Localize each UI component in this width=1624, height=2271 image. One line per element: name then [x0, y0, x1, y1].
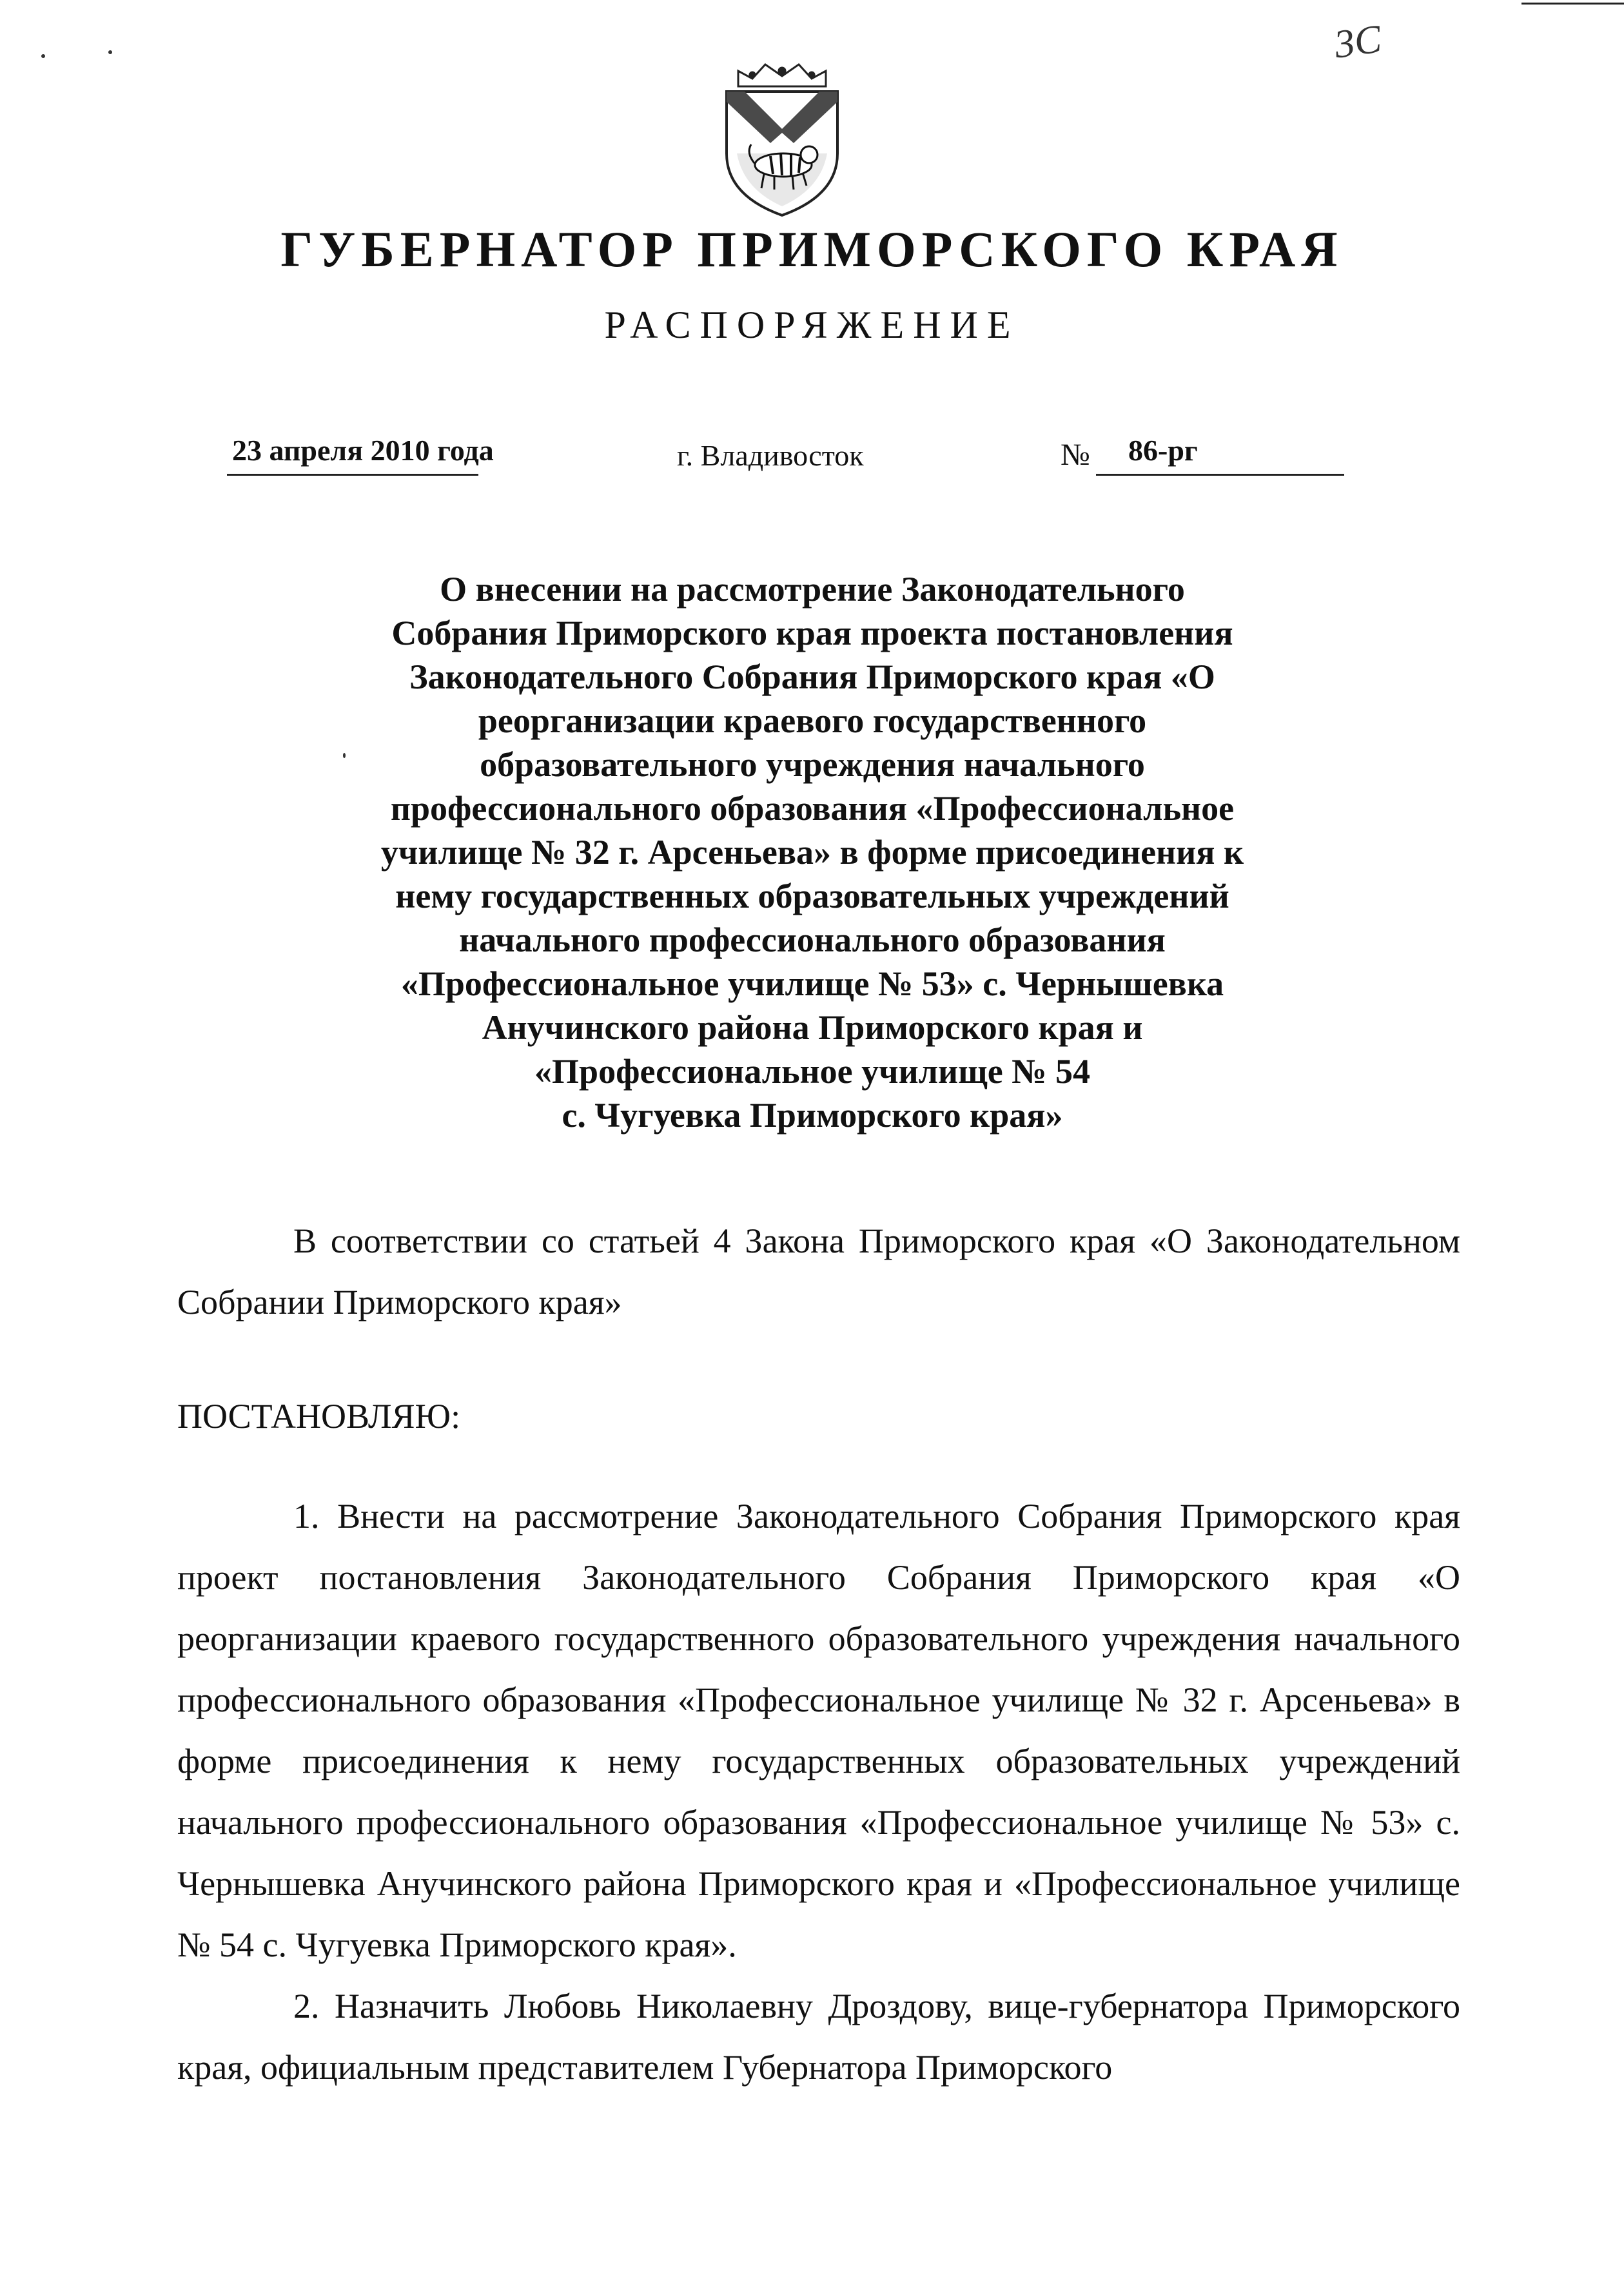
scan-edge-line — [1521, 3, 1624, 5]
decision-item-2: 2. Назначить Любовь Николаевну Дроздову, вице-губернатора Приморского края, официальным представителем Губернатора Приморского — [177, 1987, 1460, 2087]
subject-line: «Профессиональное училище № 53» с. Чернышевка — [400, 964, 1224, 1003]
subject-line: образовательного учреждения начального — [480, 745, 1145, 784]
issuer-title: ГУБЕРНАТОР ПРИМОРСКОГО КРАЯ — [280, 221, 1344, 277]
handwritten-page-mark: 3С — [1331, 17, 1384, 67]
subject-line: Анучинского района Приморского края и — [482, 1008, 1143, 1047]
scan-speck — [41, 54, 45, 58]
number-underline — [1096, 474, 1344, 476]
preamble-paragraph: В соответствии со статьей 4 Закона Приморского края «О Законодательном Собрании Приморского края» — [177, 1222, 1460, 1321]
subject-line: училище № 32 г. Арсеньева» в форме присоединения к — [380, 833, 1244, 872]
document-city: г. Владивосток — [677, 439, 864, 472]
subject-line: нему государственных образовательных учреждений — [395, 877, 1229, 915]
document-number: 86-рг — [1128, 434, 1198, 467]
subject-line: профессионального образования «Профессиональное — [390, 789, 1235, 828]
decision-item-1: 1. Внести на рассмотрение Законодательного Собрания Приморского края проект постановления Законодательного Собрания Приморского края «О реорганизации краевого государственного образовательного учреждения начального профессионального образования «Профессиональное училище № 32 г. Арсеньева» в форме присоединения к нему государственных образовательных учреждений начального профессионального образования «Профессиональное училище № 53» с. Чернышевка Анучинского района Приморского края и «Профессиональное училище № 54 с. Чугуевка Приморского края». — [177, 1497, 1460, 1964]
scan-speck — [108, 50, 112, 54]
subject-line: «Профессиональное училище № 54 — [534, 1052, 1090, 1091]
coat-of-arms-icon — [712, 57, 852, 218]
date-underline — [227, 474, 478, 476]
subject-line: начального профессионального образования — [459, 921, 1166, 959]
subject-line: Собрания Приморского края проекта постановления — [391, 614, 1233, 652]
subject-line: О внесении на рассмотрение Законодательного — [440, 570, 1185, 609]
decree-heading: ПОСТАНОВЛЯЮ: — [177, 1397, 461, 1436]
document-type: РАСПОРЯЖЕНИЕ — [604, 304, 1020, 346]
subject-line: реорганизации краевого государственного — [478, 701, 1147, 740]
number-sign: № — [1061, 438, 1090, 472]
document-date: 23 апреля 2010 года — [232, 434, 494, 467]
subject-line: Законодательного Собрания Приморского края «О — [409, 658, 1215, 696]
document-subject — [258, 567, 1367, 1137]
subject-line: с. Чугуевка Приморского края» — [562, 1096, 1063, 1135]
